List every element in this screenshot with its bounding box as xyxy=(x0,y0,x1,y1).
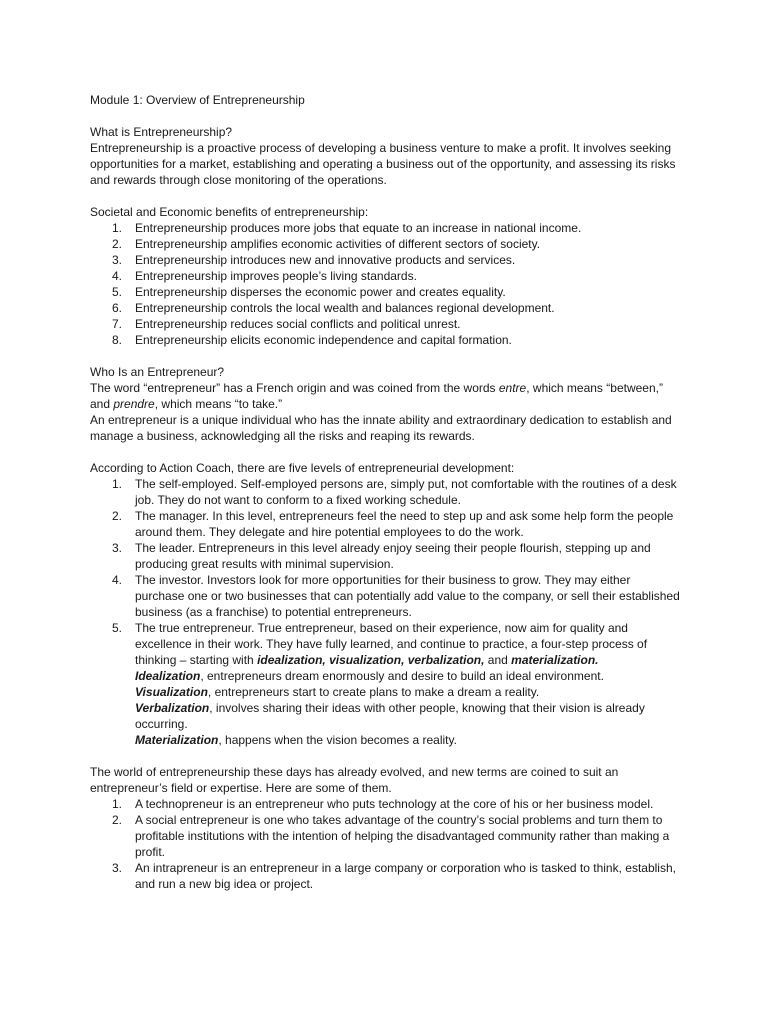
four-step-terms: idealization, visualization, verbalization, xyxy=(257,653,485,667)
list-text: The true entrepreneur. True entrepreneur, based on their experience, now aim for quality and excellence in their work. They have fully learned, and continue to practice, a four-step process of thinking – starting with xyxy=(135,621,648,667)
list-number: 5. xyxy=(112,621,123,635)
list-item xyxy=(90,252,680,268)
list-text: Entrepreneurship elicits economic independence and capital formation. xyxy=(135,333,512,347)
list-item xyxy=(90,572,680,620)
paragraph-definition: An entrepreneur is a unique individual who has the innate ability and extraordinary dedication to establish and manage a business, acknowledging all the risks and reaping its rewards. xyxy=(90,413,672,443)
list-item xyxy=(90,316,680,332)
list-item xyxy=(90,300,680,316)
page-title: Module 1: Overview of Entrepreneurship xyxy=(90,93,305,107)
list-text: Entrepreneurship produces more jobs that equate to an increase in national income. xyxy=(135,221,582,235)
step-visualization: Visualization, entrepreneurs start to create plans to make a dream a reality. xyxy=(135,685,540,699)
list-number: 1. xyxy=(112,477,123,491)
list-item xyxy=(90,332,680,348)
list-number: 7. xyxy=(112,317,123,331)
list-text: A social entrepreneur is one who takes advantage of the country’s social problems and turn them to profitable institutions with the intention of helping the disadvantaged community rather than making a profit. xyxy=(135,813,670,859)
list-number: 1. xyxy=(112,221,123,235)
list-text: A technopreneur is an entrepreneur who puts technology at the core of his or her business model. xyxy=(135,797,654,811)
list-number: 3. xyxy=(112,861,123,875)
list-text: An intrapreneur is an entrepreneur in a large company or corporation who is tasked to think, establish, and run a new big idea or project. xyxy=(135,861,676,891)
list-item xyxy=(90,508,680,540)
step-verbalization: Verbalization, involves sharing their ideas with other people, knowing that their vision is already occurring. xyxy=(135,701,645,731)
list-text: The self-employed. Self-employed persons are, simply put, not comfortable with the routines of a desk job. They do not want to conform to a fixed working schedule. xyxy=(135,477,677,507)
levels-list xyxy=(90,476,680,668)
list-number: 3. xyxy=(112,541,123,555)
list-item xyxy=(90,540,680,572)
list-text: The investor. Investors look for more opportunities for their business to grow. They may either purchase one or two businesses that can potentially add value to the company, or sell their established business (as a franchise) to potential entrepreneurs. xyxy=(135,573,680,619)
list-number: 3. xyxy=(112,253,123,267)
list-text: The leader. Entrepreneurs in this level already enjoy seeing their people flourish, stepping up and producing great results with minimal supervision. xyxy=(135,541,651,571)
levels-intro: According to Action Coach, there are five levels of entrepreneurial development: xyxy=(90,461,515,475)
paragraph-what-is: Entrepreneurship is a proactive process of developing a business venture to make a profit. It involves seeking opportunities for a market, establishing and operating a business out of the opportunity, and assessing its risks and rewards through close monitoring of the operations. xyxy=(90,141,676,187)
step-materialization: Materialization, happens when the vision becomes a reality. xyxy=(135,733,457,747)
list-number: 8. xyxy=(112,333,123,347)
list-text: The manager. In this level, entrepreneurs feel the need to step up and ask some help form the people around them. They delegate and hire potential employees to do the work. xyxy=(135,509,674,539)
list-item xyxy=(90,812,680,860)
list-number: 1. xyxy=(112,797,123,811)
new-terms-list xyxy=(90,796,680,892)
list-number: 2. xyxy=(112,813,123,827)
list-number: 6. xyxy=(112,301,123,315)
document-page xyxy=(90,92,680,892)
term-prendre: prendre xyxy=(113,397,155,411)
section-heading-benefits: Societal and Economic benefits of entrepreneurship: xyxy=(90,205,369,219)
term-materialization-lead: materialization. xyxy=(511,653,599,667)
list-number: 4. xyxy=(112,573,123,587)
list-item xyxy=(90,236,680,252)
list-text: Entrepreneurship reduces social conflicts and political unrest. xyxy=(135,317,461,331)
list-item: 5. The true entrepreneur. True entrepreneur, based on their experience, now aim for quality and excellence in their work. They have fully learned, and continue to practice, a four-step process of thinking – starting with idealization, visualization, verbalization, and materialization. xyxy=(112,621,648,667)
list-item xyxy=(90,268,680,284)
list-number: 2. xyxy=(112,237,123,251)
list-number: 4. xyxy=(112,269,123,283)
list-item xyxy=(90,796,680,812)
list-text: Entrepreneurship controls the local wealth and balances regional development. xyxy=(135,301,555,315)
section-heading-what-is: What is Entrepreneurship? xyxy=(90,125,233,139)
term-entre: entre xyxy=(498,381,527,395)
list-item xyxy=(90,860,680,892)
paragraph-word-origin: The word “entrepreneur” has a French origin and was coined from the words entre, which means “between,” and prendre, which means “to take.” xyxy=(90,381,663,411)
list-number: 5. xyxy=(112,285,123,299)
list-item xyxy=(90,476,680,508)
list-text: Entrepreneurship improves people’s living standards. xyxy=(135,269,417,283)
new-terms-intro: The world of entrepreneurship these days has already evolved, and new terms are coined to suit an entrepreneur’s field or expertise. Here are some of them. xyxy=(90,765,619,795)
benefits-list xyxy=(90,220,680,348)
list-text: Entrepreneurship introduces new and innovative products and services. xyxy=(135,253,516,267)
list-item xyxy=(90,220,680,236)
four-step-details xyxy=(90,668,680,748)
section-heading-who: Who Is an Entrepreneur? xyxy=(90,365,225,379)
list-item xyxy=(90,284,680,300)
list-number: 2. xyxy=(112,509,123,523)
list-text: Entrepreneurship amplifies economic activities of different sectors of society. xyxy=(135,237,541,251)
step-idealization: Idealization, entrepreneurs dream enormously and desire to build an ideal environment. xyxy=(135,669,604,683)
list-text: Entrepreneurship disperses the economic power and creates equality. xyxy=(135,285,506,299)
